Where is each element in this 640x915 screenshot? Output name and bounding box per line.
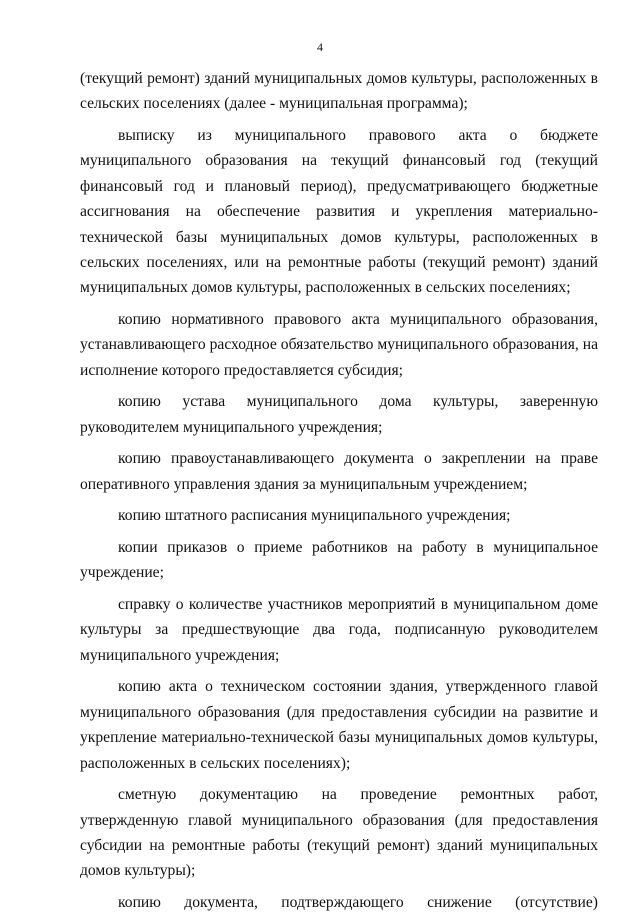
paragraph-11: копию документа, подтверждающего снижение (отсутствие) xyxy=(118,894,598,912)
paragraph-1: (текущий ремонт) зданий муниципальных домов культуры, расположенных в сельских поселениях (далее - муниципальная программа); xyxy=(80,70,598,113)
paragraph-10: сметную документацию на проведение ремонтных работ, утвержденную главой муниципального образования (для предоставления субсидии на ремонтные работы (текущий ремонт) зданий муниципальных домов культуры); xyxy=(80,786,598,880)
paragraph-2: выписку из муниципального правового акта о бюджете муниципального образования на текущий финансовый год (текущий финансовый год и плановый период), предусматривающего бюджетные ассигнования на обеспечение развития и укрепления материально-технической базы муниципальных домов культуры, расположенных в сельских поселениях, или на ремонтные работы (текущий ремонт) зданий муниципальных домов культуры, расположенных в сельских поселениях; xyxy=(80,127,598,297)
page-number: 4 xyxy=(317,40,323,54)
paragraph-5: копию правоустанавливающего документа о закреплении на праве оперативного управления здания за муниципальным учреждением; xyxy=(80,450,598,493)
paragraph-4: копию устава муниципального дома культуры, заверенную руководителем муниципального учреждения; xyxy=(80,393,598,436)
paragraph-8: справку о количестве участников мероприятий в муниципальном доме культуры за предшествующие два года, подписанную руководителем муниципального учреждения; xyxy=(80,596,598,664)
paragraph-6: копию штатного расписания муниципального учреждения; xyxy=(118,507,511,525)
paragraph-7: копии приказов о приеме работников на работу в муниципальное учреждение; xyxy=(80,539,598,582)
document-body xyxy=(80,66,598,915)
paragraph-9: копию акта о техническом состоянии здания, утвержденного главой муниципального образования (для предоставления субсидии на развитие и укрепление материально-технической базы муниципальных домов культуры, расположенных в сельских поселениях); xyxy=(80,678,598,772)
paragraph-3: копию нормативного правового акта муниципального образования, устанавливающего расходное обязательство муниципального образования, на исполнение которого предоставляется субсидия; xyxy=(80,311,598,379)
